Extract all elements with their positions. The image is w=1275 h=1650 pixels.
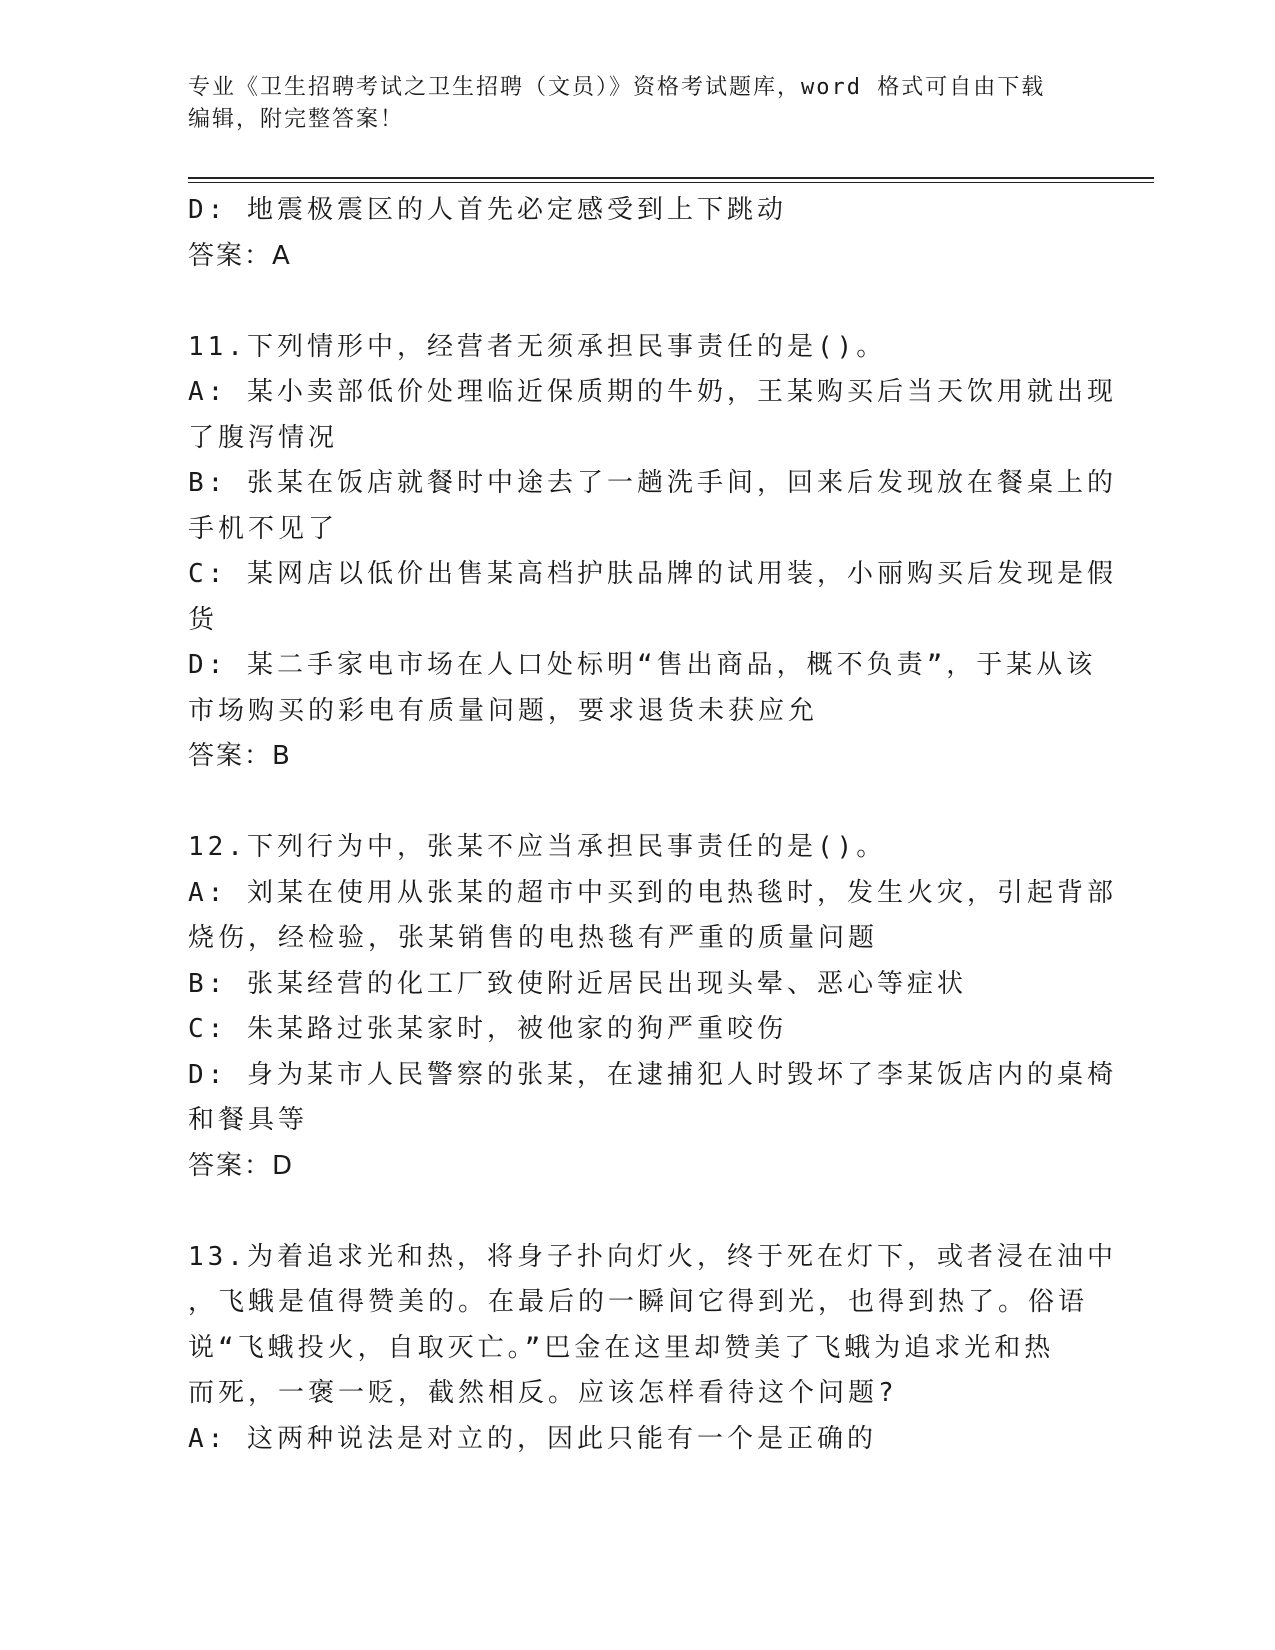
q11-option-b-line-2: 手机不见了 — [188, 513, 339, 544]
q12-option-b: B: 张某经营的化工厂致使附近居民出现头晕、恶心等症状 — [188, 968, 967, 999]
q12-answer: 答案：D — [188, 1150, 295, 1181]
q11-text: 11.下列情形中，经营者无须承担民事责任的是()。 — [188, 331, 887, 362]
q13-option-a: A: 这两种说法是对立的，因此只能有一个是正确的 — [188, 1423, 877, 1454]
header-divider — [188, 177, 1154, 183]
header-line-2: 编辑，附完整答案！ — [188, 107, 405, 132]
spacer — [188, 780, 1088, 826]
document-header — [188, 72, 1088, 136]
q11-option-b-line-1: B: 张某在饭店就餐时中途去了一趟洗手间，回来后发现放在餐桌上的 — [188, 468, 1117, 498]
header-line-1: 专业《卫生招聘考试之卫生招聘（文员）》资格考试题库，word 格式可自由下载 — [188, 75, 1046, 100]
q13-text-line-2: ，飞蛾是值得赞美的。在最后的一瞬间它得到光，也得到热了。俗语 — [188, 1287, 1089, 1317]
q11-option-d-line-2: 市场购买的彩电有质量问题，要求退货未获应允 — [188, 695, 819, 726]
q13-text-line-4: 而死，一褒一贬，截然相反。应该怎样看待这个问题? — [188, 1378, 898, 1408]
q11-option-d-line-1: D: 某二手家电市场在人口处标明“售出商品，概不负责”，于某从该 — [188, 650, 1097, 680]
spacer — [188, 1189, 1088, 1235]
q12-option-d-line-2: 和餐具等 — [188, 1105, 309, 1135]
question-13 — [188, 1235, 1117, 1463]
q12-option-a-line-1: A: 刘某在使用从张某的超市中买到的电热毯时，发生火灾，引起背部 — [188, 877, 1117, 908]
q11-answer: 答案：B — [188, 741, 292, 771]
spacer — [188, 279, 1088, 325]
document-body — [188, 188, 1117, 1462]
q10-answer: 答案：A — [188, 240, 292, 271]
q11-option-c-line-2: 货 — [188, 604, 219, 635]
q11-option-a-line-2: 了腹泻情况 — [188, 422, 339, 453]
question-11 — [188, 325, 1117, 780]
q11-option-a-line-1: A: 某小卖部低价处理临近保质期的牛奶，王某购买后当天饮用就出现 — [188, 377, 1117, 407]
q12-option-a-line-2: 烧伤，经检验，张某销售的电热毯有严重的质量问题 — [188, 923, 879, 953]
q12-text: 12.下列行为中，张某不应当承担民事责任的是()。 — [188, 832, 887, 862]
q13-text-line-3: 说“飞蛾投火，自取灭亡。”巴金在这里却赞美了飞蛾为追求光和热 — [188, 1332, 1055, 1363]
q13-text-line-1: 13.为着追求光和热，将身子扑向灯火，终于死在灯下，或者浸在油中 — [188, 1241, 1117, 1272]
q12-option-d-line-1: D: 身为某市人民警察的张某，在逮捕犯人时毁坏了李某饭店内的桌椅 — [188, 1059, 1117, 1090]
q10-option-d: D: 地震极震区的人首先必定感受到上下跳动 — [188, 195, 787, 225]
q12-option-c: C: 朱某路过张某家时，被他家的狗严重咬伤 — [188, 1014, 787, 1044]
question-10-tail — [188, 188, 1088, 279]
question-12 — [188, 825, 1117, 1189]
q11-option-c-line-1: C: 某网店以低价出售某高档护肤品牌的试用装，小丽购买后发现是假 — [188, 559, 1117, 589]
